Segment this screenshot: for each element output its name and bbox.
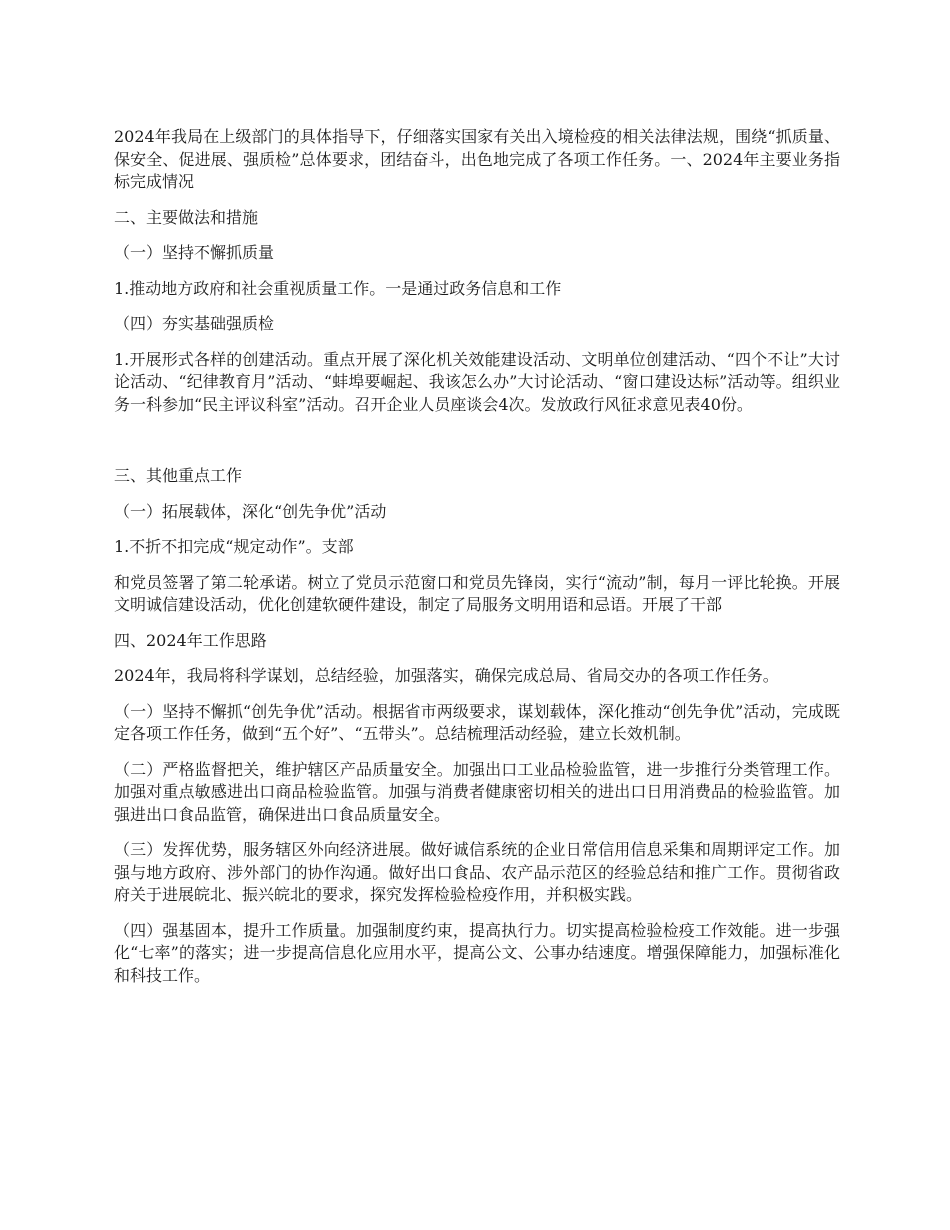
paragraph-intro: 2024年我局在上级部门的具体指导下，仔细落实国家有关出入境检疫的相关法律法规，围绕“抓质量、保安全、促进展、强质检”总体要求，团结奋斗，出色地完成了各项工作任务。一、2024年主要业务指标完成情况 [114, 127, 840, 191]
paragraph-local-government: 1.推动地方政府和社会重视质量工作。一是通过政务信息和工作 [114, 278, 562, 298]
paragraph-party-members: 和党员签署了第二轮承诺。树立了党员示范窗口和党员先锋岗，实行“流动”制，每月一评比轮换。开展文明诚信建设活动，优化创建软硬件建设，制定了局服务文明用语和忌语。开展了干部 [114, 572, 840, 614]
subheading-carrier: （一）拓展载体，深化“创先争优”活动 [114, 501, 387, 521]
paragraph-plan-1: （一）坚持不懈抓“创先争优”活动。根据省市两级要求，谋划载体，深化推动“创先争优”活动，完成既定各项工作任务，做到“五个好”、“五带头”。总结梳理活动经验，建立长效机制。 [114, 701, 840, 743]
paragraph-plan-4: （四）强基固本，提升工作质量。加强制度约束，提高执行力。切实提高检验检疫工作效能。进一步强化“七率”的落实；进一步提高信息化应用水平，提高公文、公事办结速度。增强保障能力，加强标准化和科技工作。 [114, 920, 840, 985]
blank-gap [114, 429, 840, 465]
document-body [114, 126, 840, 1000]
paragraph-plan-3: （三）发挥优势，服务辖区外向经济进展。做好诚信系统的企业日常信用信息采集和周期评定工作。加强与地方政府、涉外部门的协作沟通。做好出口食品、农产品示范区的经验总结和推广工作。贯彻省政府关于进展皖北、振兴皖北的要求，探究发挥检验检疫作用，并积极实践。 [114, 840, 840, 904]
heading-section-3: 三、其他重点工作 [114, 466, 243, 485]
paragraph-plan-intro: 2024年，我局将科学谋划，总结经验，加强落实，确保完成总局、省局交办的各项工作任务。 [114, 666, 779, 685]
paragraph-plan-2: （二）严格监督把关，维护辖区产品质量安全。加强出口工业品检验监管，进一步推行分类管理工作。加强对重点敏感进出口商品检验监管。加强与消费者健康密切相关的进出口日用消费品的检验监管。加强进出口食品监管，确保进出口食品质量安全。 [114, 759, 840, 824]
subheading-quality: （一）坚持不懈抓质量 [114, 243, 275, 262]
paragraph-required-actions: 1.不折不扣完成“规定动作”。支部 [114, 537, 354, 556]
heading-section-2: 二、主要做法和措施 [114, 207, 259, 227]
subheading-foundation: （四）夯实基础强质检 [114, 314, 275, 333]
paragraph-activities: 1.开展形式各样的创建活动。重点开展了深化机关效能建设活动、文明单位创建活动、“四个不让”大讨论活动、“纪律教育月”活动、“蚌埠要崛起、我该怎么办”大讨论活动、“窗口建设达标”活动等。组织业务一科参加“民主评议科室”活动。召开企业人员座谈会4次。发放政行风征求意见表40份。 [114, 349, 840, 414]
heading-section-4: 四、2024年工作思路 [114, 630, 267, 650]
